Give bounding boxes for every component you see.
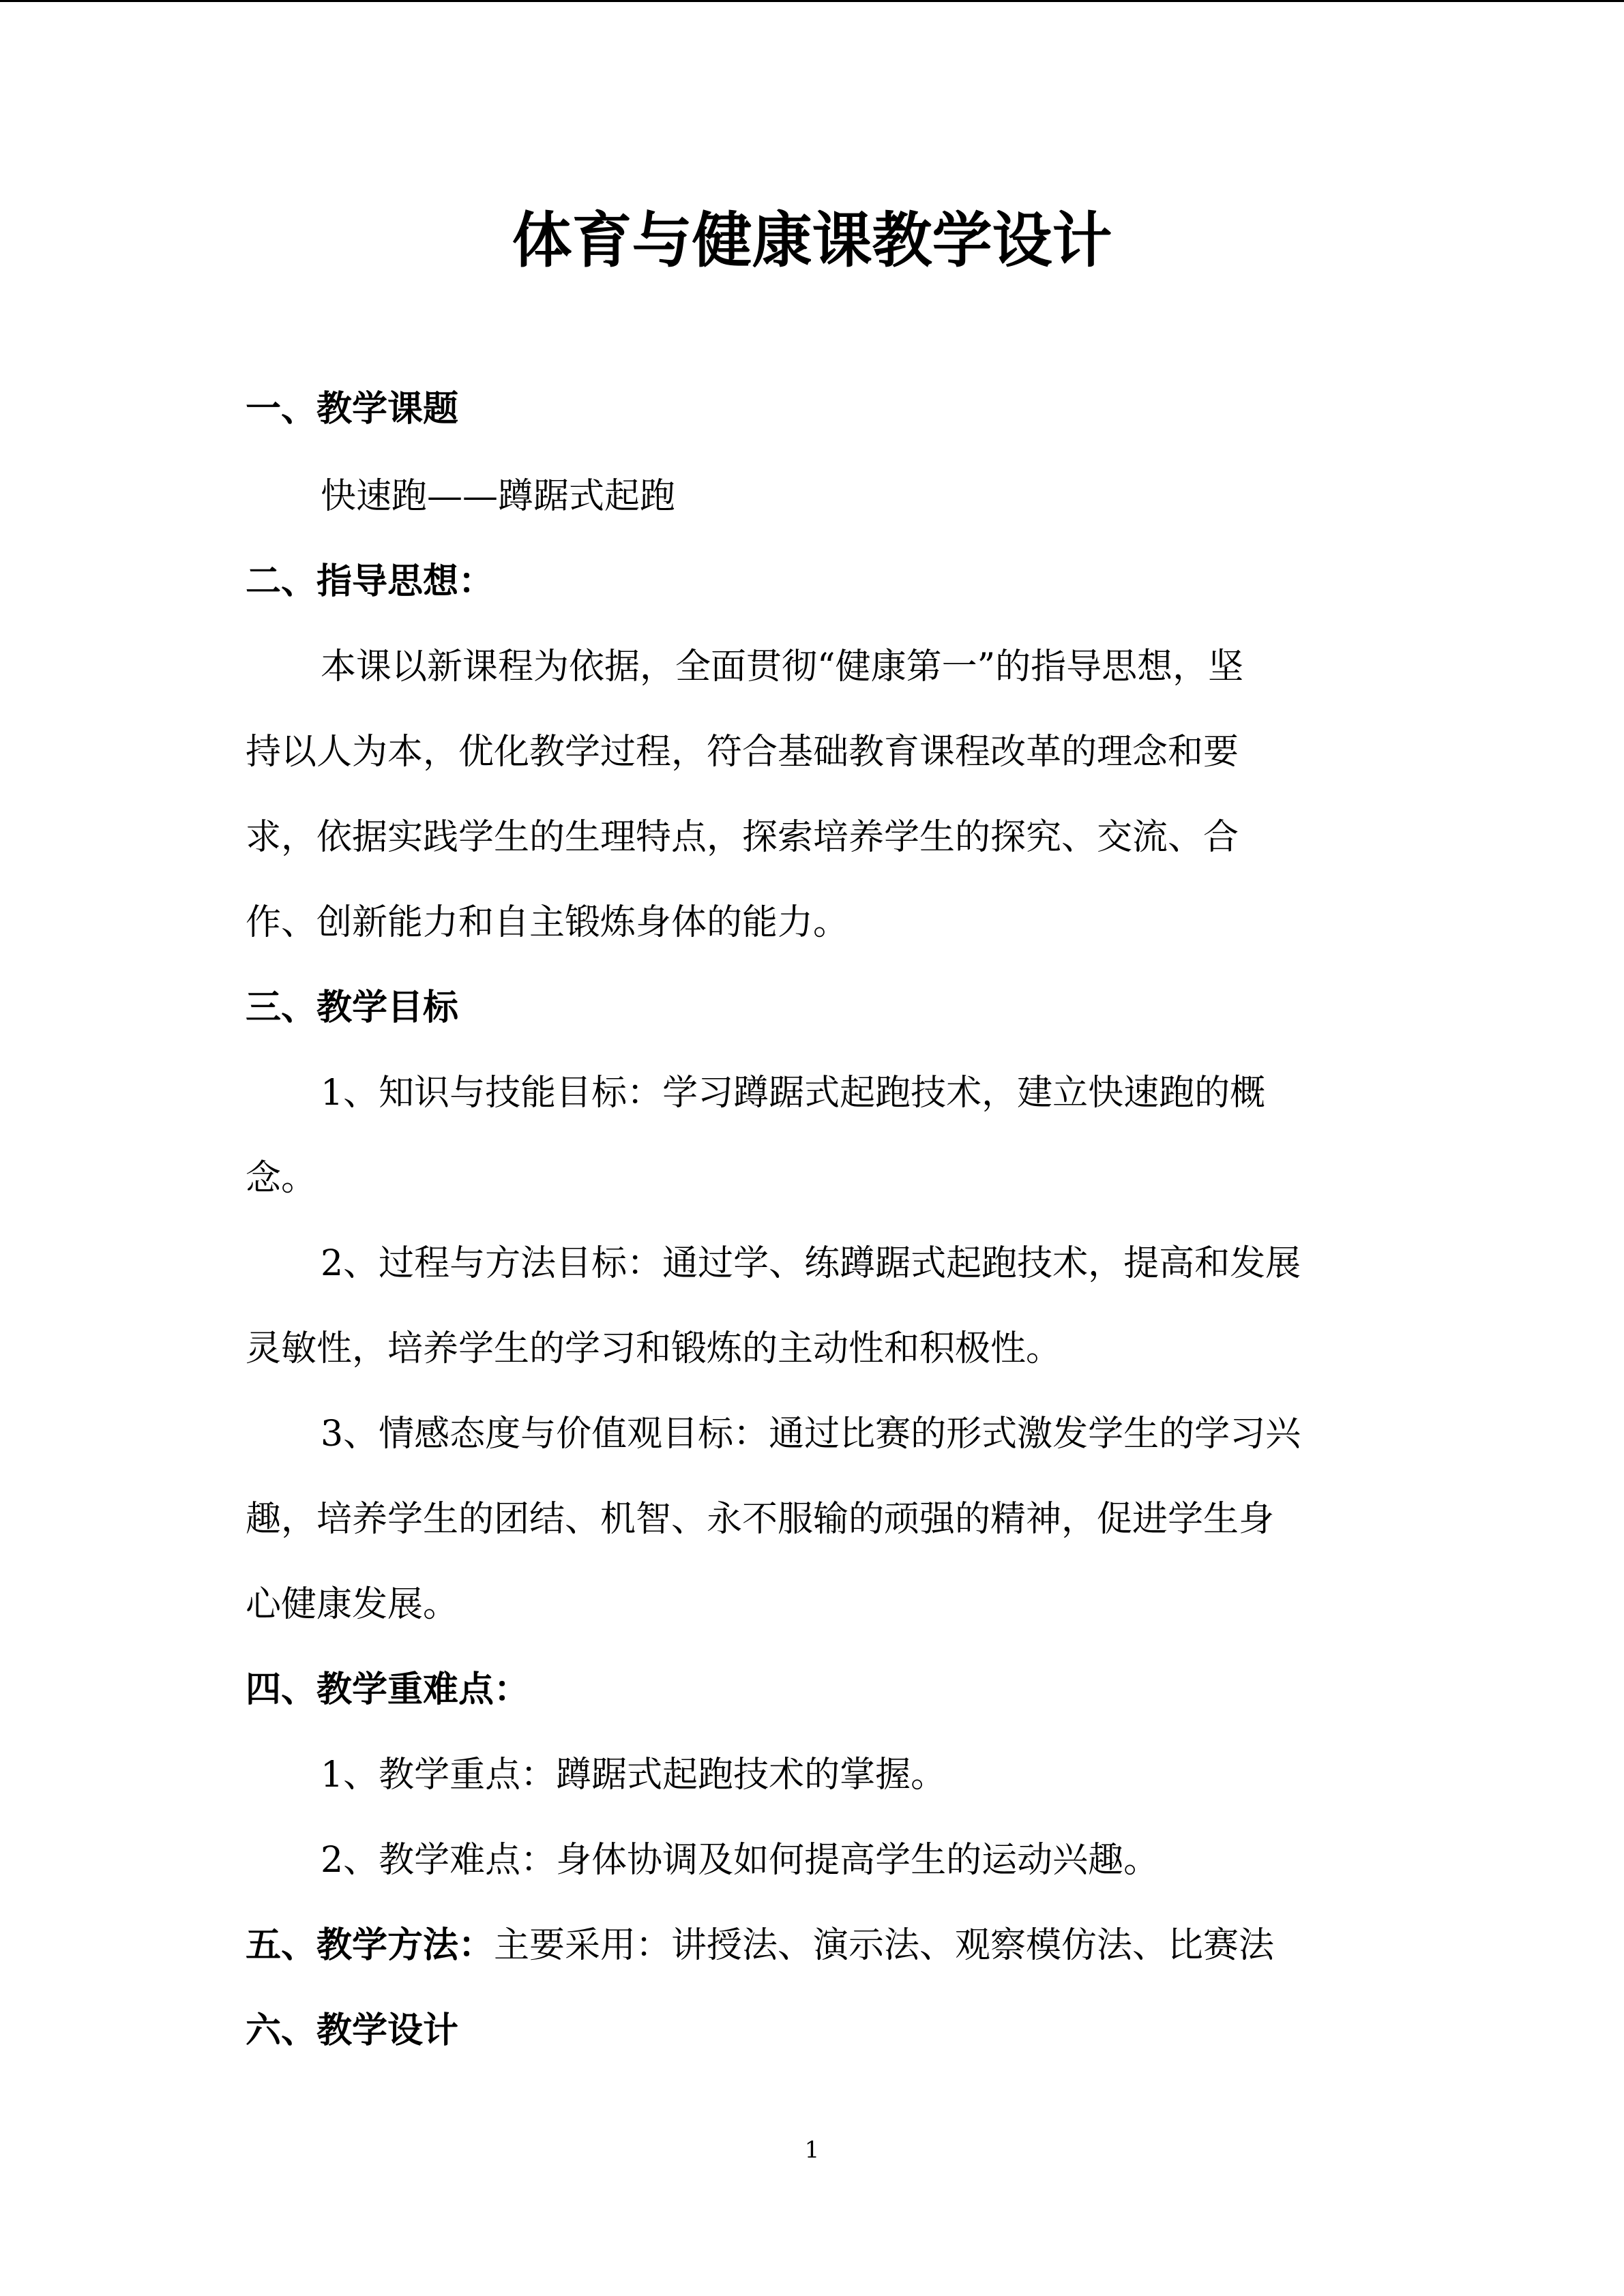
section-5-text: 主要采用：讲授法、演示法、观察模仿法、比赛法 (494, 1925, 1275, 1966)
paragraph-line: 心健康发展。 (246, 1584, 459, 1625)
paragraph-line: 持以人为本，优化教学过程，符合基础教育课程改革的理念和要 (246, 732, 1239, 773)
section-1-heading: 一、教学课题 (246, 389, 459, 430)
paragraph-line: 3、情感态度与价值观目标：通过比赛的形式激发学生的学习兴 (321, 1414, 1301, 1455)
paragraph-line: 灵敏性，培养学生的学习和锻炼的主动性和积极性。 (246, 1328, 1062, 1369)
section-2-heading: 二、指导思想： (246, 561, 494, 602)
section-3-heading: 三、教学目标 (246, 987, 459, 1028)
paragraph-line: 作、创新能力和自主锻炼身体的能力。 (246, 902, 849, 943)
document-title: 体育与健康课教学设计 (512, 205, 1112, 275)
section-6-heading: 六、教学设计 (246, 2010, 459, 2051)
paragraph-line: 2、过程与方法目标：通过学、练蹲踞式起跑技术，提高和发展 (321, 1243, 1301, 1284)
paragraph-line: 1、知识与技能目标：学习蹲踞式起跑技术，建立快速跑的概 (321, 1073, 1266, 1114)
section-1-topic: 快速跑——蹲踞式起跑 (321, 476, 676, 517)
paragraph-line: 1、教学重点：蹲踞式起跑技术的掌握。 (321, 1755, 947, 1795)
section-5-heading: 五、教学方法： (246, 1925, 494, 1966)
page-number: 1 (804, 2136, 820, 2164)
paragraph-line: 趣，培养学生的团结、机智、永不服输的顽强的精神，促进学生身 (246, 1499, 1275, 1540)
paragraph-line: 念。 (246, 1158, 317, 1199)
section-4-heading: 四、教学重难点： (246, 1669, 530, 1710)
paragraph-line: 求，依据实践学生的生理特点，探索培养学生的探究、交流、合 (246, 817, 1239, 858)
paragraph-line: 2、教学难点：身体协调及如何提高学生的运动兴趣。 (321, 1840, 1160, 1881)
section-5-line (246, 1922, 1274, 1969)
paragraph-line: 本课以新课程为依据，全面贯彻“健康第一”的指导思想，坚 (321, 646, 1244, 687)
